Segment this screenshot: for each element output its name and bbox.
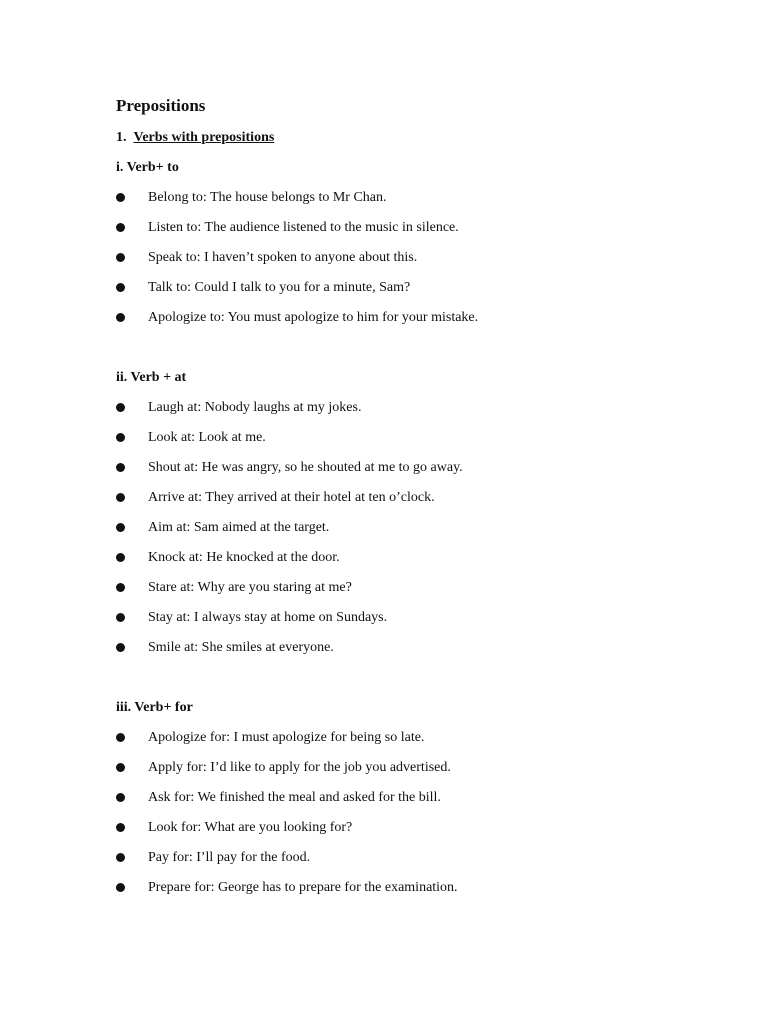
list-item-text: Apologize to: You must apologize to him for your mistake. bbox=[148, 310, 479, 325]
list-item-text: Look for: What are you looking for? bbox=[148, 820, 353, 835]
list-item-text: Apply for: I’d like to apply for the job you advertised. bbox=[148, 760, 451, 775]
bullet-icon bbox=[116, 853, 125, 862]
section-title: Verbs with prepositions bbox=[133, 130, 275, 145]
bullet-icon bbox=[116, 553, 125, 562]
bullet-icon bbox=[116, 523, 125, 532]
bullet-icon bbox=[116, 823, 125, 832]
bullet-icon bbox=[116, 283, 125, 292]
bullet-icon bbox=[116, 253, 125, 262]
list-item-text: Shout at: He was angry, so he shouted at me to go away. bbox=[148, 460, 463, 475]
list-item-text: Stare at: Why are you staring at me? bbox=[148, 580, 352, 595]
group-heading-verb-for: iii. Verb+ for bbox=[116, 700, 193, 715]
group-heading-verb-to: i. Verb+ to bbox=[116, 160, 179, 175]
bullet-icon bbox=[116, 403, 125, 412]
list-item-text: Prepare for: George has to prepare for the examination. bbox=[148, 880, 458, 895]
bullet-icon bbox=[116, 883, 125, 892]
bullet-icon bbox=[116, 583, 125, 592]
list-item-text: Pay for: I’ll pay for the food. bbox=[148, 850, 311, 865]
bullet-icon bbox=[116, 223, 125, 232]
list-item-text: Arrive at: They arrived at their hotel at ten o’clock. bbox=[148, 490, 435, 505]
group-heading-verb-at: ii. Verb + at bbox=[116, 370, 187, 385]
list-item-text: Belong to: The house belongs to Mr Chan. bbox=[148, 190, 387, 205]
list-item-text: Apologize for: I must apologize for being so late. bbox=[148, 730, 425, 745]
bullet-icon bbox=[116, 763, 125, 772]
document-title: Prepositions bbox=[116, 96, 206, 115]
list-item-text: Speak to: I haven’t spoken to anyone about this. bbox=[148, 250, 418, 265]
list-item-text: Ask for: We finished the meal and asked for the bill. bbox=[148, 790, 441, 805]
section-number: 1. bbox=[116, 130, 127, 145]
list-item-text: Look at: Look at me. bbox=[148, 430, 266, 445]
bullet-icon bbox=[116, 643, 125, 652]
bullet-icon bbox=[116, 733, 125, 742]
section-heading bbox=[116, 129, 274, 147]
bullet-icon bbox=[116, 433, 125, 442]
list-item-text: Talk to: Could I talk to you for a minute, Sam? bbox=[148, 280, 411, 295]
bullet-icon bbox=[116, 313, 125, 322]
list-item-text: Stay at: I always stay at home on Sundays. bbox=[148, 610, 388, 625]
bullet-icon bbox=[116, 493, 125, 502]
bullet-icon bbox=[116, 463, 125, 472]
bullet-icon bbox=[116, 793, 125, 802]
list-item-text: Laugh at: Nobody laughs at my jokes. bbox=[148, 400, 362, 415]
list-item-text: Aim at: Sam aimed at the target. bbox=[148, 520, 330, 535]
list-item-text: Knock at: He knocked at the door. bbox=[148, 550, 340, 565]
bullet-icon bbox=[116, 613, 125, 622]
list-item-text: Smile at: She smiles at everyone. bbox=[148, 640, 334, 655]
list-item-text: Listen to: The audience listened to the music in silence. bbox=[148, 220, 459, 235]
bullet-icon bbox=[116, 193, 125, 202]
